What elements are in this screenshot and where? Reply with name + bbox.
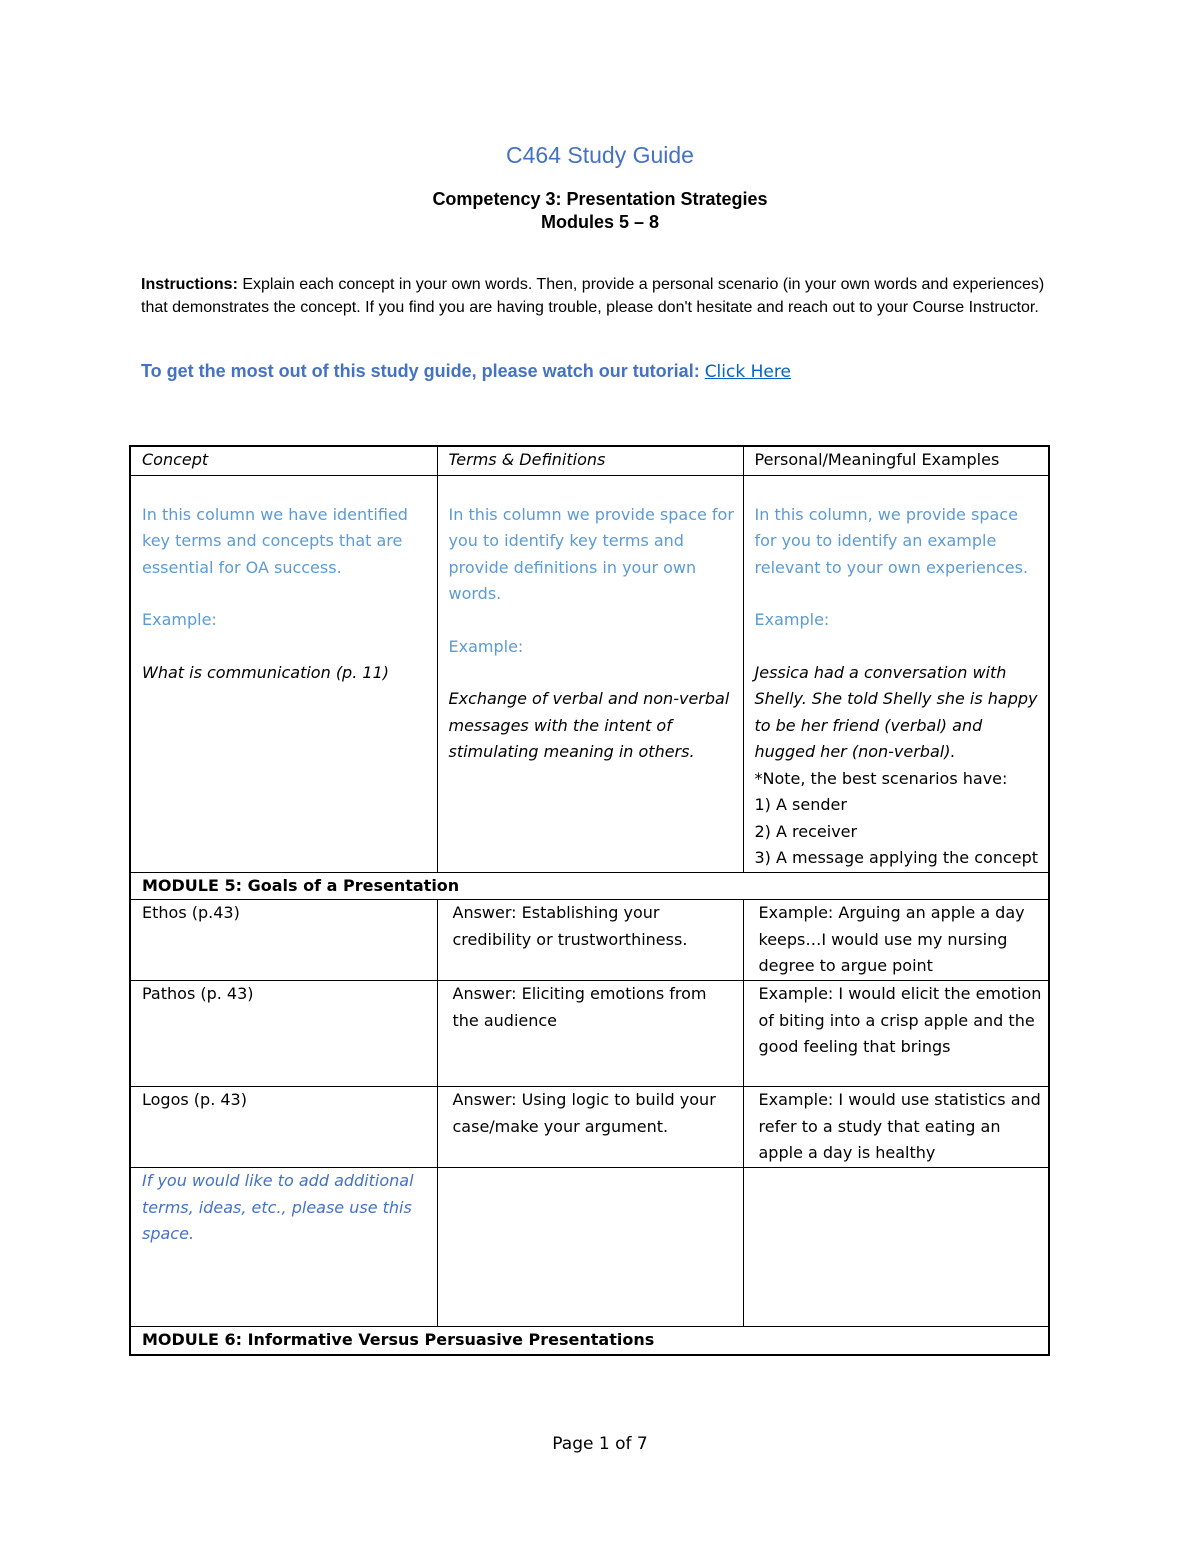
- header-personal-examples: Personal/Meaningful Examples: [743, 446, 1049, 475]
- intro-personal-cell: [743, 475, 1049, 872]
- header-terms-definitions: Terms & Definitions: [437, 446, 743, 475]
- intro-concept-cell: [130, 475, 437, 872]
- example-definition: Exchange of verbal and non-verbal messages with the intent of stimulating meaning in others.: [448, 689, 730, 761]
- pathos-definition[interactable]: Answer: Eliciting emotions from the audience: [437, 981, 743, 1087]
- ethos-concept: Ethos (p.43): [130, 900, 437, 981]
- header-concept: Concept: [130, 446, 437, 475]
- logos-definition[interactable]: Answer: Using logic to build your case/make your argument.: [437, 1087, 743, 1168]
- example-label-3: Example:: [754, 610, 830, 629]
- module6-heading: [130, 1327, 1049, 1355]
- ethos-definition[interactable]: Answer: Establishing your credibility or trustworthiness.: [437, 900, 743, 981]
- intro-terms-text: In this column we provide space for you to identify key terms and provide definitions in your own words.: [448, 504, 734, 603]
- logos-example[interactable]: Example: I would use statistics and refer to a study that eating an apple a day is healthy: [743, 1087, 1049, 1168]
- ethos-example[interactable]: Example: Arguing an apple a day keeps…I would use my nursing degree to argue point: [743, 900, 1049, 981]
- tutorial-link[interactable]: Click Here: [704, 362, 791, 382]
- example-label-1: Example:: [142, 610, 217, 629]
- example-concept: What is communication (p. 11): [142, 662, 389, 682]
- tutorial-text: To get the most out of this study guide, please watch our tutorial:: [141, 361, 705, 381]
- table-row: [130, 1087, 1049, 1168]
- note-item-message: 3) A message applying the concept: [754, 848, 1039, 867]
- module5-heading: [130, 872, 1049, 900]
- intro-concept-text: In this column we have identified key terms and concepts that are essential for OA success.: [142, 504, 408, 577]
- table-row: [130, 981, 1049, 1087]
- example-personal: Jessica had a conversation with Shelly. She told Shelly she is happy to be her friend (verbal) and hugged her (non-verbal).: [754, 662, 1038, 761]
- modules-heading: Modules 5 – 8: [540, 212, 660, 232]
- table-row: [130, 900, 1049, 981]
- additional-terms-definitions-cell[interactable]: [437, 1168, 743, 1327]
- additional-terms-row: [130, 1168, 1049, 1327]
- intro-terms-cell: [437, 475, 743, 872]
- note-item-sender: 1) A sender: [754, 795, 847, 814]
- study-guide-table: [129, 445, 1050, 1356]
- instructions-paragraph: [141, 273, 1056, 319]
- module5-label: MODULE 5:: [142, 875, 243, 895]
- module5-row: [130, 872, 1049, 900]
- note-item-receiver: 2) A receiver: [754, 821, 858, 841]
- module6-label: MODULE 6:: [142, 1330, 243, 1349]
- pathos-concept: Pathos (p. 43): [130, 981, 437, 1087]
- example-note: *Note, the best scenarios have:: [754, 768, 1008, 788]
- module5-name: Goals of a Presentation: [242, 875, 460, 895]
- instructions-text: Explain each concept in your own words. Then, provide a personal scenario (in your own words and experiences) that demonstrates the concept. If you find you are having trouble, please don't hesitate and reach out to your Course Instructor.: [141, 276, 1045, 316]
- module6-name: Informative Versus Persuasive Presentations: [242, 1330, 655, 1349]
- instructions-label: Instructions:: [141, 276, 238, 293]
- logos-concept: Logos (p. 43): [130, 1087, 437, 1168]
- intro-row: [130, 475, 1049, 872]
- additional-terms-examples-cell[interactable]: [743, 1168, 1049, 1327]
- example-label-2: Example:: [448, 636, 524, 656]
- intro-personal-text: In this column, we provide space for you to identify an example relevant to your own experiences.: [754, 504, 1029, 577]
- document-title: C464 Study Guide: [506, 142, 694, 168]
- competency-heading: Competency 3: Presentation Strategies: [432, 189, 768, 209]
- tutorial-line: [141, 361, 1056, 382]
- module6-row: [130, 1327, 1049, 1355]
- page-number: Page 1 of 7: [552, 1434, 648, 1454]
- table-header-row: [130, 446, 1049, 475]
- pathos-example[interactable]: Example: I would elicit the emotion of biting into a crisp apple and the good feeling that brings: [743, 981, 1049, 1087]
- additional-terms-prompt: If you would like to add additional terms, ideas, etc., please use this space.: [130, 1168, 437, 1327]
